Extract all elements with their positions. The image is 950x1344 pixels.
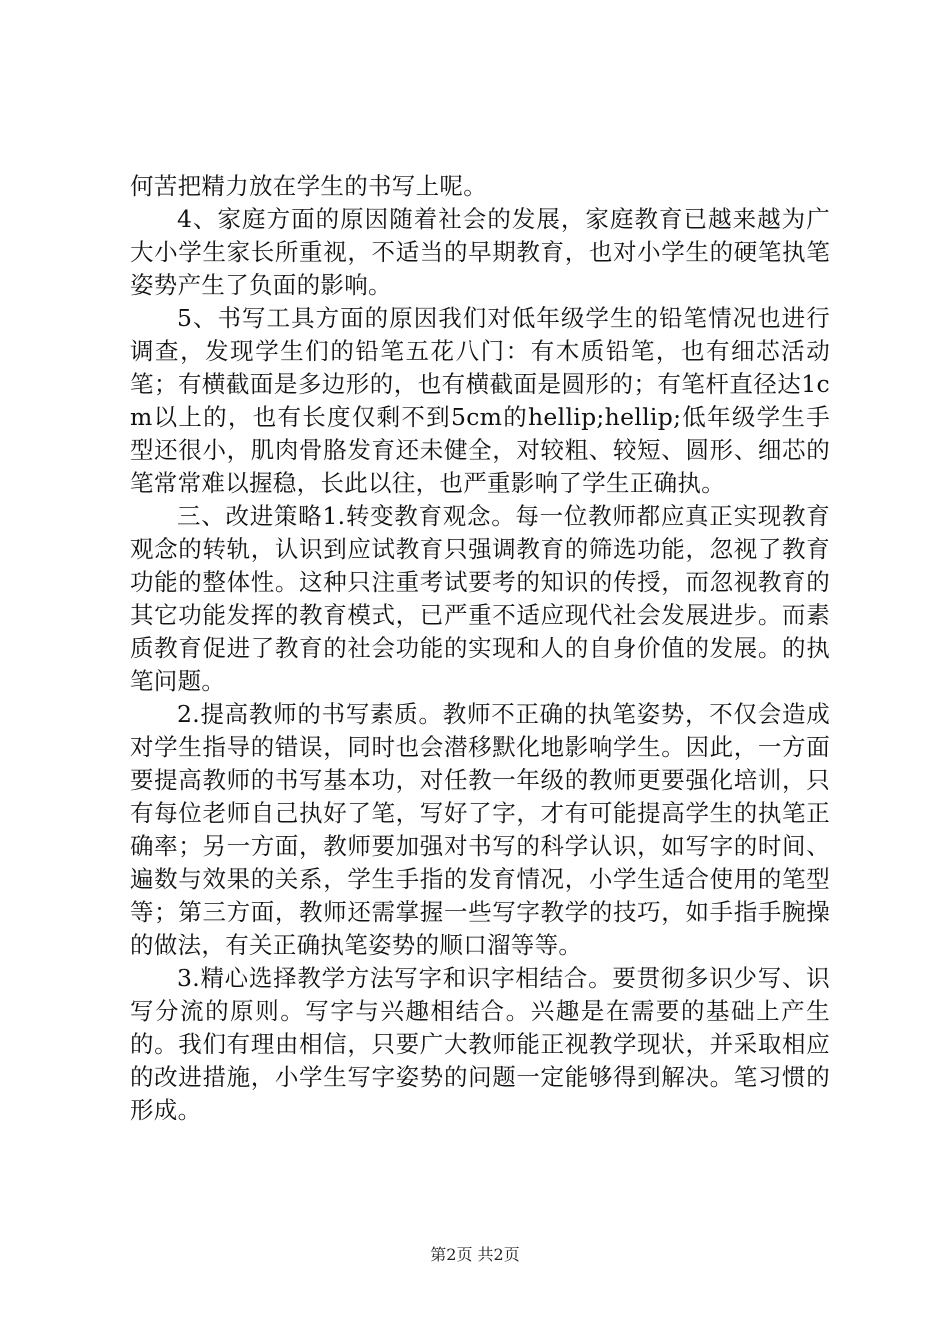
paragraph-5: 2.提高教师的书写素质。教师不正确的执笔姿势，不仅会造成对学生指导的错误，同时也会潜移默化地影响学生。因此，一方面要提高教师的书写基本功，对任教一年级的教师更要强化培训，只有每位老师自己执好了笔，写好了字，才有可能提高学生的执笔正确率；另一方面，教师要加强对书写的科学认识，如写字的时间、遍数与效果的关系，学生手指的发育情况，小学生适合使用的笔型等；第三方面，教师还需掌握一些写字教学的技巧，如手指手腕操的做法，有关正确执笔姿势的顺口溜等等。 xyxy=(130,700,830,959)
paragraph-6: 3.精心选择教学方法写字和识字相结合。要贯彻多识少写、识写分流的原则。写字与兴趣相结合。兴趣是在需要的基础上产生的。我们有理由相信，只要广大教师能正视教学现状，并采取相应的改进措施，小学生写字姿势的问题一定能够得到解决。笔习惯的形成。 xyxy=(130,964,830,1124)
paragraph-1: 何苦把精力放在学生的书写上呢。 xyxy=(130,172,487,200)
paragraph-4: 三、改进策略1.转变教育观念。每一位教师都应真正实现教育观念的转轨，认识到应试教育只强调教育的筛选功能，忽视了教育功能的整体性。这种只注重考试要考的知识的传授，而忽视教育的其它功能发挥的教育模式，已严重不适应现代社会发展进步。而素质教育促进了教育的社会功能的实现和人的自身价值的发展。的执笔问题。 xyxy=(130,502,830,695)
page-footer: 第2页 共2页 xyxy=(430,1245,520,1264)
document-body xyxy=(130,170,830,1127)
paragraph-3: 5、书写工具方面的原因我们对低年级学生的铅笔情况也进行调查，发现学生们的铅笔五花八门：有木质铅笔，也有细芯活动笔；有横截面是多边形的，也有横截面是圆形的；有笔杆直径达1cm以上的，也有长度仅剩不到5cm的hellip;hellip;低年级学生手型还很小，肌肉骨胳发育还未健全，对较粗、较短、圆形、细芯的笔常常难以握稳，长此以往，也严重影响了学生正确执。 xyxy=(130,304,830,497)
paragraph-2: 4、家庭方面的原因随着社会的发展，家庭教育已越来越为广大小学生家长所重视，不适当的早期教育，也对小学生的硬笔执笔姿势产生了负面的影响。 xyxy=(130,205,830,299)
